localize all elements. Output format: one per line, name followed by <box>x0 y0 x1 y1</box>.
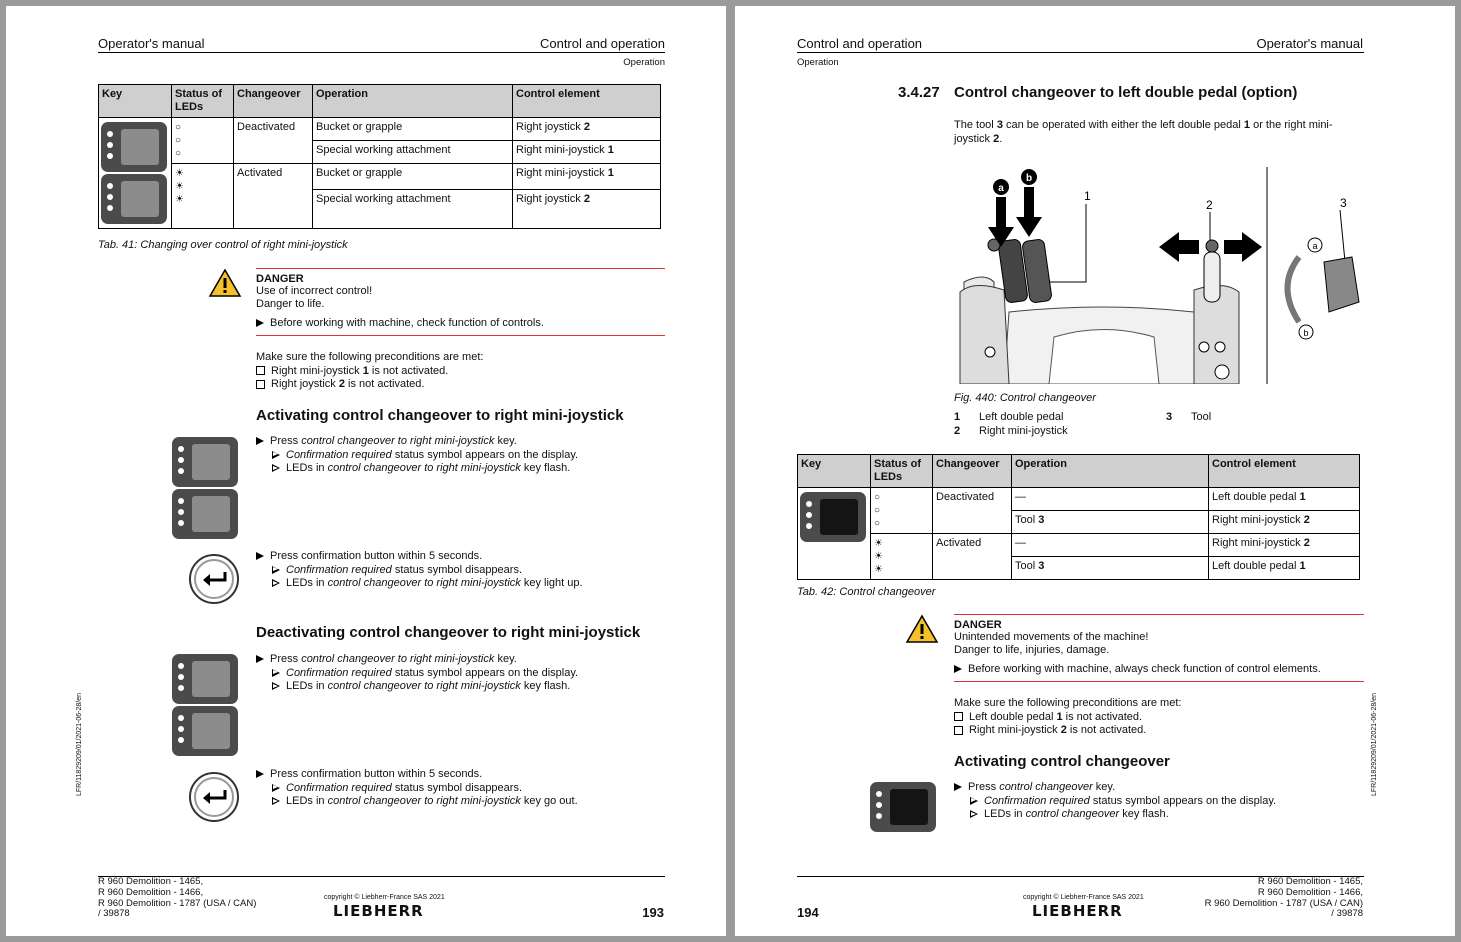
table-caption: Tab. 42: Control changeover <box>797 586 936 598</box>
operation-cell: Tool 3 <box>1012 511 1209 534</box>
tool-icon <box>192 444 230 480</box>
table-caption: Tab. 41: Changing over control of right mini-joystick <box>98 239 348 251</box>
footer-models: R 960 Demolition - 1465, R 960 Demolition - 1466, R 960 Demolition - 1787 (USA / CAN) / 39878 <box>1204 876 1363 920</box>
leds-off: ○ ○ ○ <box>172 118 234 164</box>
col-operation: Operation <box>1012 455 1209 488</box>
side-code: LFR/11829209/01/2021-06-28/en <box>1371 692 1378 796</box>
label-3: 3 <box>1340 196 1347 210</box>
warning-icon <box>905 614 939 644</box>
operation-cell: Special working attachment <box>313 141 513 164</box>
key-cell <box>798 488 871 580</box>
danger-box <box>256 268 665 336</box>
control-cell: Right mini-joystick 1 <box>513 141 661 164</box>
deactivate-confirm-steps: Press confirmation button within 5 seconds. Confirmation required status symbol disappears. LEDs in control changeover to right mini-joystick key go out. <box>256 768 578 809</box>
operation-cell: — <box>1012 488 1209 511</box>
table-row <box>99 118 661 141</box>
tool-icon <box>121 181 159 217</box>
operation-cell: Bucket or grapple <box>313 118 513 141</box>
tool-icon <box>192 496 230 532</box>
label-a: a <box>998 183 1004 194</box>
danger-action: Before working with machine, check function of controls. <box>256 317 665 330</box>
col-control-element: Control element <box>1209 455 1360 488</box>
activate-steps: Press control changeover to right mini-joystick key. Confirmation required status symbol appears on the display. LEDs in control changeover to right mini-joystick key flash. <box>256 435 578 476</box>
control-changeover-figure <box>954 162 1364 384</box>
figure-legend: 1 Left double pedal 2 Right mini-joystick <box>954 411 1068 437</box>
mini-joystick-key-alt <box>101 174 167 224</box>
mini-joystick-key <box>101 122 167 172</box>
liebherr-logo: LIEBHERR <box>333 902 424 920</box>
pedal-icon <box>890 789 928 825</box>
enter-button-icon <box>189 772 239 822</box>
tool-label-a: a <box>1312 241 1318 251</box>
label-b: b <box>1025 173 1033 184</box>
control-cell: Left double pedal 1 <box>1209 488 1360 511</box>
table-row <box>798 534 1360 557</box>
control-cell: Left double pedal 1 <box>1209 557 1360 580</box>
pedal-icon <box>820 499 858 535</box>
figure-legend-col2: 3 Tool <box>1166 411 1212 423</box>
control-cell: Right mini-joystick 2 <box>1209 534 1360 557</box>
danger-line2: Danger to life, injuries, damage. <box>954 644 1110 656</box>
changeover-cell: Deactivated <box>234 118 313 164</box>
key-image-activate <box>870 780 936 834</box>
leds-off: ○ ○ ○ <box>871 488 933 534</box>
col-key: Key <box>99 85 172 118</box>
activate-confirm-steps: Press confirmation button within 5 seconds. Confirmation required status symbol disappears. LEDs in control changeover to right mini-joystick key light up. <box>256 550 583 591</box>
operation-cell: Special working attachment <box>313 190 513 229</box>
subheader: Operation <box>797 57 839 68</box>
section-number: 3.4.27 <box>898 84 940 101</box>
deactivate-heading: Deactivating control changeover to right mini-joystick <box>256 624 641 641</box>
col-key: Key <box>798 455 871 488</box>
leds-on: ☀ ☀ ☀ <box>172 164 234 229</box>
danger-title: DANGER <box>954 619 1002 631</box>
figure-caption: Fig. 440: Control changeover <box>954 392 1096 404</box>
control-cell: Right mini-joystick 1 <box>513 164 661 190</box>
warning-icon <box>208 268 242 298</box>
operation-cell: — <box>1012 534 1209 557</box>
copyright: copyright © Liebherr-France SAS 2021 <box>1023 894 1144 901</box>
activate-heading: Activating control changeover to right mini-joystick <box>256 407 624 424</box>
changeover-table <box>797 454 1360 580</box>
header-right: Control and operation <box>539 36 665 51</box>
danger-line2: Danger to life. <box>256 298 325 310</box>
mini-joystick-key <box>172 654 238 704</box>
operation-cell: Tool 3 <box>1012 557 1209 580</box>
header-left: Control and operation <box>797 36 923 51</box>
copyright: copyright © Liebherr-France SAS 2021 <box>324 894 445 901</box>
header-rule <box>98 52 665 53</box>
mini-joystick-key <box>172 437 238 487</box>
right-page <box>735 6 1455 936</box>
col-leds: Status of LEDs <box>172 85 234 118</box>
pedal-changeover-key <box>800 492 866 542</box>
control-cell: Right joystick 2 <box>513 118 661 141</box>
col-changeover: Changeover <box>933 455 1012 488</box>
page-number: 194 <box>797 905 819 920</box>
danger-box <box>954 614 1364 682</box>
page-number: 193 <box>642 905 664 920</box>
col-changeover: Changeover <box>234 85 313 118</box>
left-page <box>6 6 726 936</box>
danger-title: DANGER <box>256 273 304 285</box>
control-cell: Right mini-joystick 2 <box>1209 511 1360 534</box>
table-row <box>798 488 1360 511</box>
changeover-cell: Activated <box>933 534 1012 580</box>
col-control-element: Control element <box>513 85 661 118</box>
danger-action: Before working with machine, always check function of control elements. <box>954 663 1364 676</box>
section-intro: The tool 3 can be operated with either the left double pedal 1 or the right mini-joystick 2. <box>954 119 1333 145</box>
preconditions: Make sure the following preconditions are met: Left double pedal 1 is not activated. Right mini-joystick 2 is not activated. <box>954 697 1182 736</box>
side-code: LFR/11829209/01/2021-06-28/en <box>76 692 83 796</box>
danger-line1: Unintended movements of the machine! <box>954 631 1149 643</box>
preconditions: Make sure the following preconditions are met: Right mini-joystick 1 is not activated. Right joystick 2 is not activated. <box>256 351 484 390</box>
enter-button-icon <box>189 554 239 604</box>
section-title: Control changeover to left double pedal (option) <box>954 84 1298 101</box>
header-rule <box>797 52 1364 53</box>
footer-models: R 960 Demolition - 1465, R 960 Demolition - 1466, R 960 Demolition - 1787 (USA / CAN) / 39878 <box>98 876 257 920</box>
mini-joystick-key-alt <box>172 489 238 539</box>
tool-label-b: b <box>1303 328 1309 338</box>
deactivate-steps: Press control changeover to right mini-joystick key. Confirmation required status symbol appears on the display. LEDs in control changeover to right mini-joystick key flash. <box>256 653 578 694</box>
changeover-cell: Deactivated <box>933 488 1012 534</box>
header-right: Operator's manual <box>1256 36 1363 51</box>
leds-on: ☀ ☀ ☀ <box>871 534 933 580</box>
col-leds: Status of LEDs <box>871 455 933 488</box>
subheader: Operation <box>623 57 665 68</box>
key-cell <box>99 118 172 229</box>
tool-icon <box>192 661 230 697</box>
pedal-changeover-key <box>870 782 936 832</box>
changeover-cell: Activated <box>234 164 313 229</box>
operation-cell: Bucket or grapple <box>313 164 513 190</box>
col-operation: Operation <box>313 85 513 118</box>
mini-joystick-key-alt <box>172 706 238 756</box>
danger-line1: Use of incorrect control! <box>256 285 373 297</box>
activate-heading: Activating control changeover <box>954 753 1170 770</box>
activate-steps: Press control changeover key. Confirmation required status symbol appears on the display. LEDs in control changeover key flash. <box>954 781 1276 822</box>
changeover-table <box>98 84 661 229</box>
liebherr-logo: LIEBHERR <box>1032 902 1123 920</box>
tool-icon <box>121 129 159 165</box>
header-left: Operator's manual <box>98 36 205 51</box>
label-2: 2 <box>1206 198 1213 212</box>
label-1: 1 <box>1084 189 1091 203</box>
control-cell: Right joystick 2 <box>513 190 661 229</box>
table-row <box>99 164 661 190</box>
key-images-activate <box>172 435 238 541</box>
tool-icon <box>192 713 230 749</box>
key-images-deactivate <box>172 652 238 758</box>
